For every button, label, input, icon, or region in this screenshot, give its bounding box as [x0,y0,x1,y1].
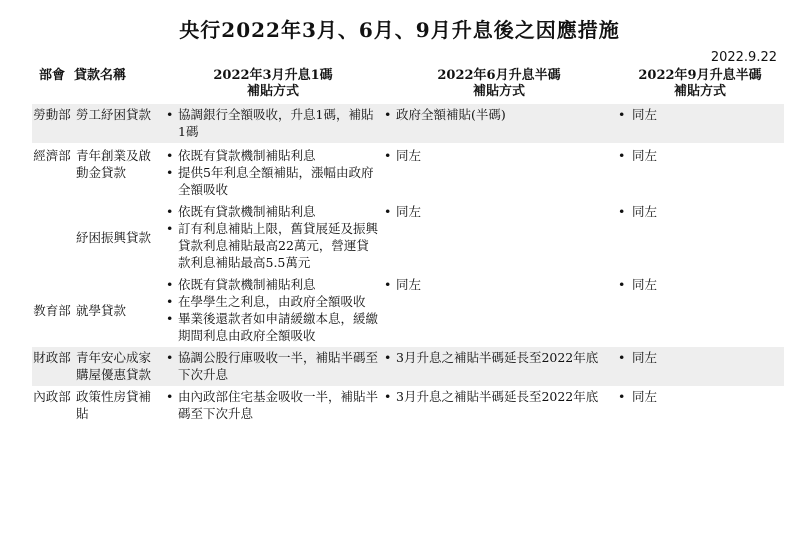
list-item: • 協調銀行全額吸收，升息1碼，補貼1碼 [166,106,380,140]
header-jun-line1: 2022年6月升息半碼 [437,68,561,83]
loan-cell: 就學貸款 [76,302,127,318]
loan-cell: 青年創業及啟動金貸款 [72,144,164,201]
list-item: • 同左 [618,106,782,123]
list-item: • 同左 [384,147,614,164]
list-item: • 同左 [384,203,614,220]
mar-cell [164,274,382,347]
header-sep-line1: 2022年9月升息半碼 [638,68,762,83]
dept-cell: 勞動部 [32,104,72,144]
mar-cell [164,347,382,386]
list-item: • 政府全額補貼(半碼) [384,106,614,123]
header-mar-line2: 補貼方式 [246,84,299,99]
sep-cell [616,386,784,425]
dept-cell: 內政部 [33,389,71,404]
document-title: 央行2022年3月、6月、9月升息後之因應措施 [179,18,620,42]
loan-cell: 政策性房貸補貼 [76,389,152,421]
dept-cell: 經濟部 [32,144,72,201]
table-row [32,347,784,386]
jun-cell [382,144,616,201]
list-item: • 同左 [618,349,782,366]
list-item: • 在學學生之利息，由政府全額吸收 [166,293,380,310]
list-item: • 依既有貸款機制補貼利息 [166,276,380,293]
jun-cell [382,201,616,274]
header-loan: 貸款名稱 [74,68,127,83]
jun-cell [382,386,616,425]
table-row [32,144,784,201]
jun-cell [382,347,616,386]
jun-cell [382,104,616,144]
sep-cell [616,274,784,347]
list-item: • 同左 [618,276,782,293]
list-item: • 3月升息之補貼半碼延長至2022年底 [384,388,614,405]
sep-cell [616,144,784,201]
mar-cell [164,104,382,144]
header-mar [164,66,382,104]
mar-cell [164,144,382,201]
list-item: • 依既有貸款機制補貼利息 [166,147,380,164]
list-item: • 提供5年利息全額補貼，漲幅由政府全額吸收 [166,164,380,198]
list-item: • 同左 [618,388,782,405]
header-jun-line2: 補貼方式 [472,84,525,99]
mar-cell [164,386,382,425]
table-row [32,386,784,425]
list-item: • 同左 [384,276,614,293]
header-dept: 部會 [38,68,65,83]
document-date: 2022.9.22 [710,50,777,65]
loan-cell: 勞工紓困貸款 [72,104,164,144]
dept-cell: 財政部 [32,347,72,386]
jun-cell [382,274,616,347]
table-row [32,104,784,144]
sep-cell [616,104,784,144]
list-item: • 由內政部住宅基金吸收一半，補貼半碼至下次升息 [166,388,380,422]
dept-cell [32,201,72,274]
loan-cell: 紓困振興貸款 [76,229,152,245]
table-row [32,274,784,347]
loan-cell: 青年安心成家購屋優惠貸款 [72,347,164,386]
list-item: • 畢業後還款者如申請緩繳本息，緩繳期間利息由政府全額吸收 [166,310,380,344]
mar-cell [164,201,382,274]
list-item: • 3月升息之補貼半碼延長至2022年底 [384,349,614,366]
header-mar-line1: 2022年3月升息1碼 [213,68,333,83]
sep-cell [616,201,784,274]
table-row [32,201,784,274]
list-item: • 協調公股行庫吸收一半，補貼半碼至下次升息 [166,349,380,383]
list-item: • 同左 [618,203,782,220]
list-item: • 訂有利息補貼上限，舊貸展延及振興貸款利息補貼最高22萬元，營運貸款利息補貼最高5.5萬元 [166,220,380,271]
header-jun [382,66,616,104]
measures-table [32,66,784,425]
list-item: • 同左 [618,147,782,164]
sep-cell [616,347,784,386]
dept-cell: 教育部 [33,302,71,318]
header-sep [616,66,784,104]
list-item: • 依既有貸款機制補貼利息 [166,203,380,220]
header-sep-line2: 補貼方式 [673,84,726,99]
table-header [32,66,784,104]
